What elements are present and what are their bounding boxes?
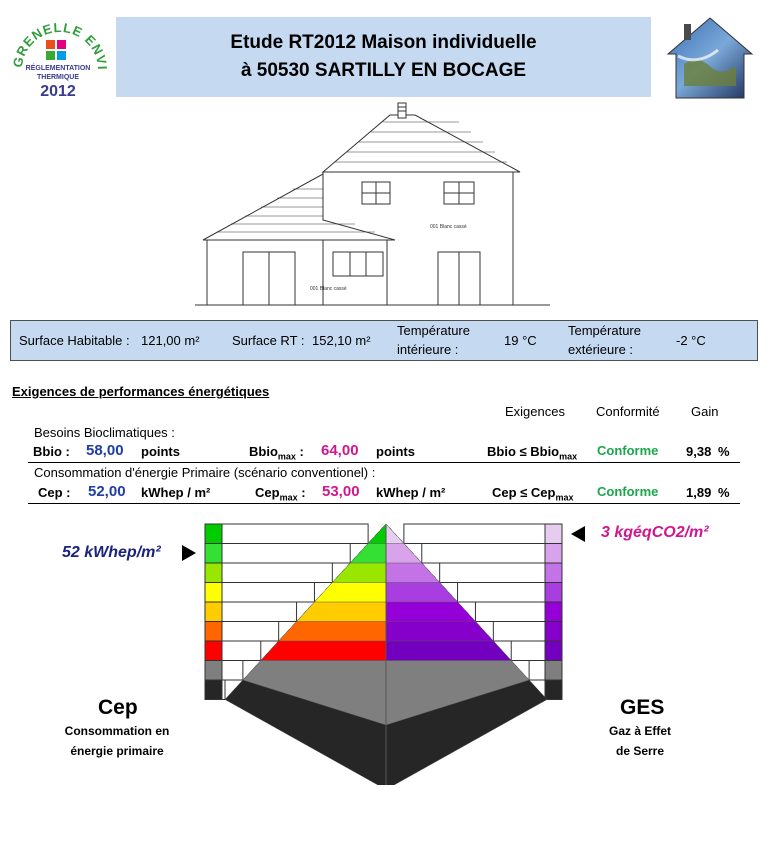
ges-scale-bar — [404, 524, 545, 544]
bbio-rule: Bbio ≤ Bbio$_{max}$ — [487, 444, 578, 462]
cep-max-value: 53,00 — [322, 483, 360, 500]
grenelle-logo — [8, 10, 108, 105]
ges-sub2: de Serre — [615, 744, 665, 758]
ges-scale-level — [545, 524, 562, 544]
ges-title: GES — [620, 696, 665, 719]
title-line2: à 50530 SARTILLY EN BOCAGE — [240, 60, 527, 81]
bbio-value: 58,00 — [86, 442, 124, 459]
bbio-unit: points — [141, 444, 180, 459]
ges-scale-level — [545, 602, 562, 622]
cep-title: Cep — [98, 696, 138, 719]
bbio-max-unit: points — [376, 444, 415, 459]
bbio-max-label: Bbio$_{max}$ : — [249, 444, 304, 462]
earth-house-icon — [664, 14, 756, 100]
ges-scale-bar — [511, 641, 545, 661]
bbio-status: Conforme — [597, 443, 659, 458]
cep-scale-level — [205, 661, 222, 681]
drawing-label-upper: 001 Blanc cassé — [430, 224, 467, 230]
temp-ext-label-1: Température — [568, 323, 641, 338]
surface-temperature-bar — [10, 320, 758, 361]
ges-scale-bar — [458, 583, 545, 603]
temp-ext-value: -2 °C — [676, 333, 706, 348]
bbio-gain-unit: % — [718, 444, 730, 459]
cep-scale-bar — [222, 583, 314, 603]
cep-unit: kWhep / m² — [141, 485, 211, 500]
cep-scale-level — [205, 641, 222, 661]
ges-scale-bar — [422, 544, 545, 564]
cep-sub2: énergie primaire — [70, 744, 164, 758]
col-exigences: Exigences — [505, 404, 565, 419]
habitable-value: 121,00 m² — [141, 333, 200, 348]
section-title: Exigences de performances énergétiques — [12, 384, 270, 399]
ges-pyramid-triangle — [386, 524, 404, 544]
col-gain: Gain — [691, 404, 719, 419]
cep-scale-bar — [222, 563, 332, 583]
cep-scale-bar — [222, 641, 261, 661]
cep-status: Conforme — [597, 484, 659, 499]
logo-arc-text: GRENELLE EN — [9, 19, 107, 69]
cep-scale-bar — [222, 544, 350, 564]
ges-scale-level — [545, 622, 562, 642]
cep-indicator: 52 kWhep/m² — [62, 544, 161, 561]
ges-scale-level — [545, 583, 562, 603]
cep-scale-level — [205, 524, 222, 544]
ges-scale-bar — [493, 622, 545, 642]
temp-int-label-2: intérieure : — [397, 342, 459, 357]
cep-scale-level — [205, 583, 222, 603]
cep-scale-level — [205, 544, 222, 564]
temp-ext-label-2: extérieure : — [568, 342, 634, 357]
cep-pyramid-triangle — [368, 524, 386, 544]
cep-scale-bar — [222, 661, 243, 681]
cep-rule: Cep ≤ Cep$_{max}$ — [492, 485, 574, 503]
page-title — [116, 17, 651, 97]
ges-scale-level — [545, 641, 562, 661]
ges-scale-bar — [440, 563, 545, 583]
ges-scale-level — [545, 680, 562, 700]
ges-sub1: Gaz à Effet — [608, 724, 671, 738]
cep-max-label: Cep$_{max}$ : — [255, 485, 306, 503]
cep-gain: 1,89 — [686, 485, 712, 500]
ges-indicator: 3 kgéqCO2/m² — [601, 524, 709, 541]
bbio-gain: 9,38 — [686, 444, 712, 459]
ges-scale-level — [545, 544, 562, 564]
ges-arrow-icon — [571, 526, 585, 542]
bbio-label: Bbio : — [33, 444, 70, 459]
cep-heading: Consommation d'énergie Primaire (scénario conventionel) : — [34, 465, 376, 480]
temp-int-label-1: Température — [397, 323, 470, 338]
ges-scale-bar — [529, 661, 545, 681]
logo-year: 2012 — [40, 83, 76, 100]
habitable-label: Surface Habitable : — [19, 333, 130, 348]
cep-scale-bar — [222, 602, 297, 622]
bbio-row — [28, 442, 740, 463]
logo-line2: THERMIQUE — [37, 74, 79, 81]
temp-int-value: 19 °C — [504, 333, 537, 348]
cep-scale-level — [205, 602, 222, 622]
cep-row — [28, 483, 740, 504]
cep-scale-level — [205, 680, 222, 700]
cep-value: 52,00 — [88, 483, 126, 500]
bbio-heading: Besoins Bioclimatiques : — [34, 425, 175, 440]
rt-label: Surface RT : — [232, 333, 305, 348]
cep-arrow-icon — [182, 545, 196, 561]
cep-max-unit: kWhep / m² — [376, 485, 446, 500]
bbio-max-value: 64,00 — [321, 442, 359, 459]
ges-scale-level — [545, 563, 562, 583]
cep-sub1: Consommation en — [64, 724, 170, 738]
rt-value: 152,10 m² — [312, 333, 371, 348]
logo-line1: RÉGLEMENTATION — [25, 65, 91, 72]
cep-scale-bar — [222, 680, 225, 700]
cep-scale-level — [205, 563, 222, 583]
cep-scale-bar — [222, 524, 368, 544]
cep-label: Cep : — [38, 485, 71, 500]
cep-scale-level — [205, 622, 222, 642]
title-line1: Etude RT2012 Maison individuelle — [230, 32, 537, 53]
cep-gain-unit: % — [718, 485, 730, 500]
house-drawing — [195, 100, 555, 308]
ges-scale-level — [545, 661, 562, 681]
ges-scale-bar — [475, 602, 545, 622]
drawing-label-lower: 001 Blanc cassé — [310, 286, 347, 292]
col-conformite: Conformité — [596, 404, 660, 419]
cep-scale-bar — [222, 622, 279, 642]
